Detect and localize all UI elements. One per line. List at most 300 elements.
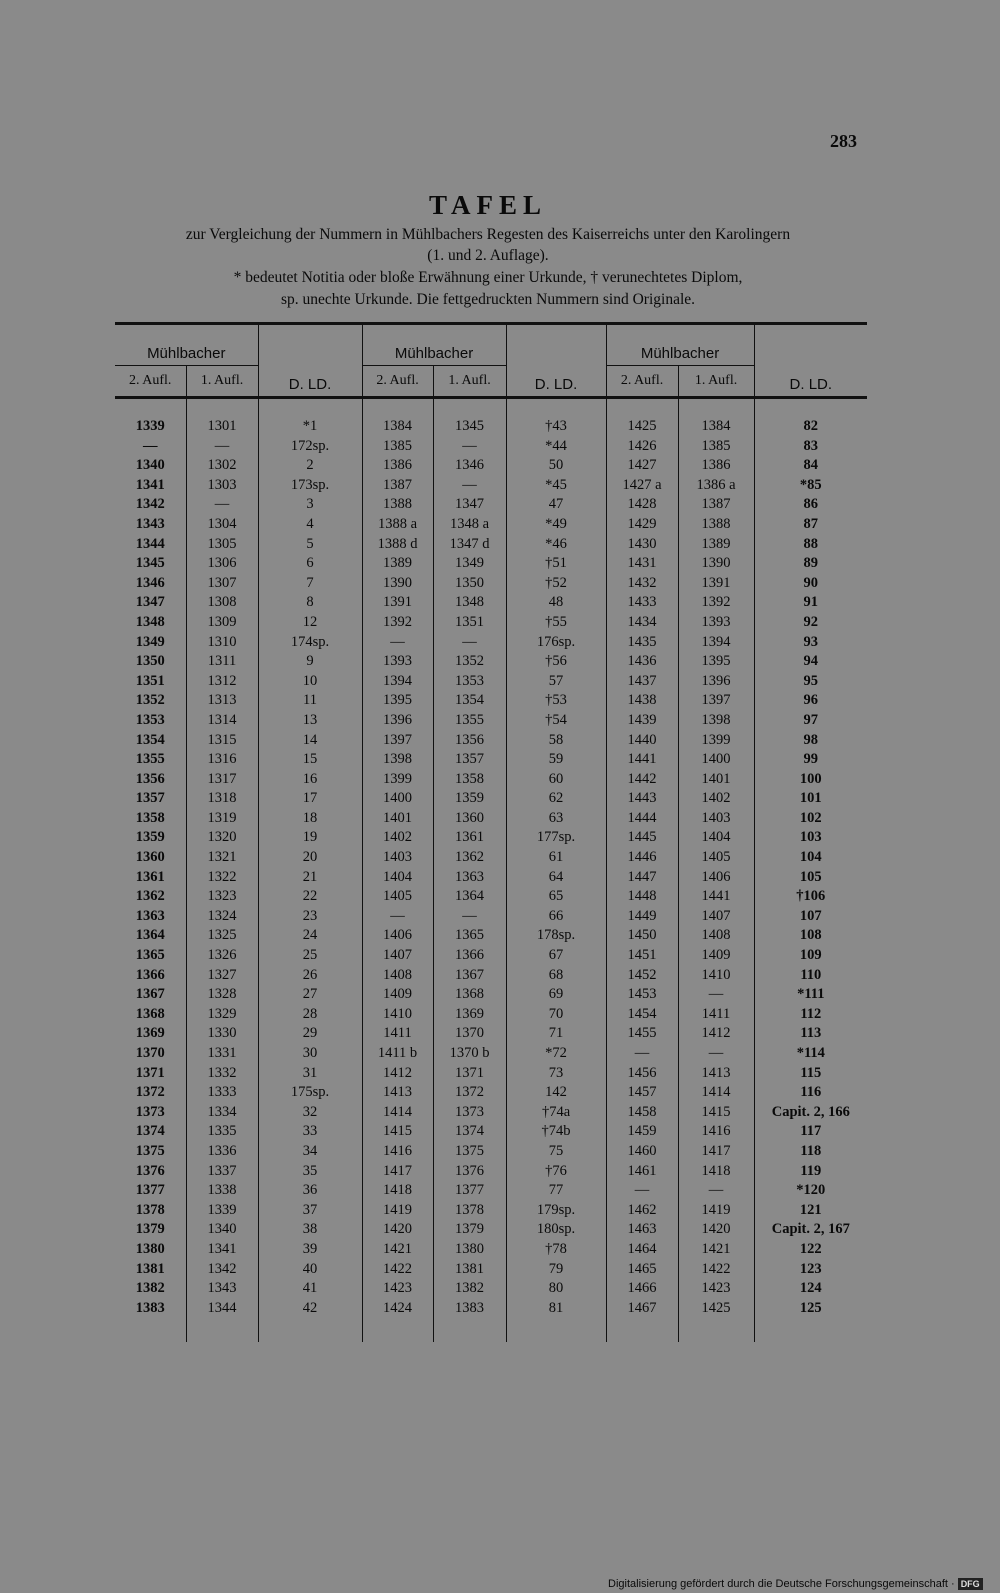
table-cell: 1304 [186,515,258,535]
table-cell: 1350 [433,574,506,594]
table-cell: 1369 [115,1024,186,1044]
table-cell: 1346 [433,456,506,476]
table-cell: 38 [258,1220,362,1240]
table-cell: 1419 [678,1201,754,1221]
table-cell: 63 [506,809,606,829]
table-cell: — [678,1044,754,1064]
table-cell: 1369 [433,1005,506,1025]
table-cell: 1348 a [433,515,506,535]
table-cell: 1308 [186,593,258,613]
table-cell: 1389 [362,554,433,574]
table-cell: 1455 [606,1024,678,1044]
table-cell: 1425 [678,1299,754,1319]
table-cell: 1339 [186,1201,258,1221]
table-row [115,1142,867,1162]
table-cell: 1333 [186,1083,258,1103]
table-cell: 1415 [678,1103,754,1123]
table-cell: 1428 [606,495,678,515]
table-row [115,868,867,888]
table-cell: 1332 [186,1064,258,1084]
table-cell: 1358 [115,809,186,829]
table-cell: 1416 [362,1142,433,1162]
table-cell: Capit. 2, 167 [771,1221,850,1238]
dfg-logo: DFG [958,1578,983,1590]
table-cell: 1306 [186,554,258,574]
table-cell: 1378 [115,1201,186,1221]
table-cell: 47 [506,495,606,515]
table-cell: 118 [800,1142,822,1159]
table-cell: 1351 [115,672,186,692]
table-cell: 23 [258,907,362,927]
table-cell: 71 [506,1024,606,1044]
table-cell: 60 [506,770,606,790]
table-cell: 84 [803,457,819,474]
table-cell: 79 [506,1260,606,1280]
table-cell: 1388 a [362,515,433,535]
legend-line-2: sp. unechte Urkunde. Die fettgedruckten Nummern sind Originale. [280,291,696,308]
table-cell: 1392 [362,613,433,633]
table-cell: †53 [506,691,606,711]
table-cell: 35 [258,1162,362,1182]
table-cell: 1372 [115,1083,186,1103]
table-cell: 1420 [362,1220,433,1240]
table-cell: †51 [506,554,606,574]
concordance-table [115,322,867,1342]
table-cell: 1376 [433,1162,506,1182]
table-cell: 1380 [115,1240,186,1260]
table-cell: 1323 [186,887,258,907]
dld-header-2: D. LD. [506,324,606,398]
table-cell: 1404 [678,828,754,848]
table-cell: *46 [506,535,606,555]
table-cell: 1356 [115,770,186,790]
col-1aufl-1: 1. Aufl. [186,366,258,398]
table-cell: — [678,985,754,1005]
table-row [115,1240,867,1260]
table-cell: 1448 [606,887,678,907]
table-cell: 109 [799,947,822,964]
table-cell: — [186,495,258,515]
table-cell: 1317 [186,770,258,790]
table-row [115,1279,867,1299]
table-row [115,613,867,633]
table-cell: 110 [800,966,822,983]
table-cell: 1309 [186,613,258,633]
table-cell: 21 [258,868,362,888]
table-cell: †78 [506,1240,606,1260]
table-cell: 1441 [678,887,754,907]
table-cell: 1330 [186,1024,258,1044]
table-cell: 1462 [606,1201,678,1221]
table-cell: 1421 [362,1240,433,1260]
table-cell: 1343 [115,515,186,535]
table-cell: 174sp. [258,633,362,653]
table-cell: 173sp. [258,476,362,496]
table-cell: 1405 [362,887,433,907]
table-cell: 1389 [678,535,754,555]
table-row [115,1024,867,1044]
table-row [115,711,867,731]
table-cell: *49 [506,515,606,535]
col-2aufl-2: 2. Aufl. [362,366,433,398]
table-cell: 1427 [606,456,678,476]
table-cell: 1411 [678,1005,754,1025]
col-2aufl-3: 2. Aufl. [606,366,678,398]
table-cell: 175sp. [258,1083,362,1103]
table-cell: 58 [506,731,606,751]
table-cell: †54 [506,711,606,731]
table-cell: 1391 [362,593,433,613]
table-cell: 1381 [433,1260,506,1280]
table-cell: 1381 [115,1260,186,1280]
table-cell: 1353 [433,672,506,692]
table-cell: 1346 [115,574,186,594]
table-cell: 105 [799,868,822,885]
table-cell: 1395 [362,691,433,711]
table-cell: — [115,437,186,457]
table-cell: — [362,633,433,653]
table-cell: 1451 [606,946,678,966]
table-cell: 1320 [186,828,258,848]
table-row [115,731,867,751]
table-cell: 100 [799,770,822,787]
table-cell: 1311 [186,652,258,672]
table-cell: 1396 [362,711,433,731]
table-cell: 10 [258,672,362,692]
table-cell: 98 [803,731,819,748]
table-cell: 1429 [606,515,678,535]
table-cell: 92 [803,613,819,630]
table-cell: 32 [258,1103,362,1123]
table-cell: 1454 [606,1005,678,1025]
table-cell: 1362 [433,848,506,868]
table-cell: 1371 [433,1064,506,1084]
table-cell: 1363 [433,868,506,888]
table-cell: 1422 [362,1260,433,1280]
table-cell: 1406 [362,926,433,946]
table-cell: 1378 [433,1201,506,1221]
table-cell: 1318 [186,789,258,809]
table-cell: 1321 [186,848,258,868]
table-cell: 1406 [678,868,754,888]
table-cell: 37 [258,1201,362,1221]
table-cell: 1416 [678,1122,754,1142]
table-cell: — [433,437,506,457]
table-cell: †52 [506,574,606,594]
table-cell: 81 [506,1299,606,1319]
table-cell: 88 [803,535,819,552]
table-cell: 26 [258,966,362,986]
page-number: 283 [830,131,857,151]
table-row [115,456,867,476]
table-cell: 1329 [186,1005,258,1025]
table-cell: 69 [506,985,606,1005]
table-cell: 67 [506,946,606,966]
table-cell: 1349 [433,554,506,574]
table-cell: 1324 [186,907,258,927]
table-cell: 1379 [433,1220,506,1240]
table-cell: 1326 [186,946,258,966]
table-cell: 1446 [606,848,678,868]
table-cell: 1413 [362,1083,433,1103]
table-cell: 124 [799,1280,822,1297]
table-cell: 73 [506,1064,606,1084]
table-row [115,809,867,829]
table-cell: 1395 [678,652,754,672]
table-cell: 115 [800,1064,822,1081]
table-cell: 1410 [362,1005,433,1025]
group-header-1: Mühlbacher [115,324,258,366]
table-cell: 1365 [433,926,506,946]
table-cell: 101 [799,790,822,807]
table-cell: 1387 [678,495,754,515]
table-cell: 61 [506,848,606,868]
table-cell: 59 [506,750,606,770]
table-cell: 1441 [606,750,678,770]
table-cell: 18 [258,809,362,829]
table-row [115,691,867,711]
table-cell: 102 [799,809,822,826]
table-cell: 95 [803,672,819,689]
table-row [115,535,867,555]
table-cell: 1342 [186,1260,258,1280]
table-cell: 64 [506,868,606,888]
col-2aufl-1: 2. Aufl. [115,366,186,398]
table-cell: 1379 [115,1220,186,1240]
table-cell: 36 [258,1181,362,1201]
table-row [115,750,867,770]
table-cell: 1397 [678,691,754,711]
table-cell: 1463 [606,1220,678,1240]
table-cell: 1370 [433,1024,506,1044]
table-cell: 1382 [433,1279,506,1299]
table-cell: 1460 [606,1142,678,1162]
table-cell: 1384 [678,398,754,437]
table-cell: 1315 [186,731,258,751]
table-cell: 86 [803,496,819,513]
table-cell: 14 [258,731,362,751]
table-cell: 20 [258,848,362,868]
table-cell: †74b [506,1122,606,1142]
table-cell: 1367 [433,966,506,986]
table-cell: 7 [258,574,362,594]
table-cell: 1362 [115,887,186,907]
table-cell: 1383 [115,1299,186,1319]
dld-header-3: D. LD. [789,376,833,393]
table-cell: 1328 [186,985,258,1005]
table-row [115,1181,867,1201]
table-cell: 1348 [115,613,186,633]
table-row [115,574,867,594]
table-cell: 75 [506,1142,606,1162]
table-cell: 112 [800,1005,822,1022]
table-row [115,1201,867,1221]
table-cell: 1352 [433,652,506,672]
table-cell: 1364 [115,926,186,946]
table-cell: 1366 [433,946,506,966]
table-cell: 1385 [362,437,433,457]
table-cell: 42 [258,1299,362,1319]
table-cell: — [362,907,433,927]
table-row [115,770,867,790]
table-cell: 1425 [606,398,678,437]
table-cell: 103 [799,829,822,846]
table-row [115,887,867,907]
table-cell: 1400 [678,750,754,770]
table-cell: 1423 [678,1279,754,1299]
table-cell: 25 [258,946,362,966]
table-cell: 180sp. [506,1220,606,1240]
table-cell: 1417 [362,1162,433,1182]
table-cell: †56 [506,652,606,672]
table-cell: 90 [803,574,819,591]
table-cell: 1360 [433,809,506,829]
table-cell: *111 [797,986,825,1003]
table-cell: 142 [506,1083,606,1103]
table-row [115,1162,867,1182]
table-cell: 1356 [433,731,506,751]
table-cell: 1398 [678,711,754,731]
table-cell: 1453 [606,985,678,1005]
table-cell: — [606,1044,678,1064]
table-cell: 24 [258,926,362,946]
table-cell: 15 [258,750,362,770]
table-cell: 1403 [678,809,754,829]
table-cell: †76 [506,1162,606,1182]
table-cell: 1420 [678,1220,754,1240]
table-cell: †55 [506,613,606,633]
table-cell: 40 [258,1260,362,1280]
table-cell: 1431 [606,554,678,574]
table-cell: 121 [799,1201,822,1218]
table-cell: 99 [803,751,819,768]
table-cell: 1367 [115,985,186,1005]
table-cell: — [433,633,506,653]
table-cell: 1447 [606,868,678,888]
table-cell: 1466 [606,1279,678,1299]
table-cell: 1355 [433,711,506,731]
table-cell: 104 [799,849,822,866]
table-cell: 96 [803,692,819,709]
table-cell: 1342 [115,495,186,515]
table-cell: 113 [800,1025,822,1042]
table-cell: 1412 [678,1024,754,1044]
table-cell: 1414 [678,1083,754,1103]
table-cell: 13 [258,711,362,731]
table-cell: 1305 [186,535,258,555]
table-cell: 1411 [362,1024,433,1044]
table-cell: 1340 [115,456,186,476]
table-cell: 177sp. [506,828,606,848]
table-cell: 1440 [606,731,678,751]
table-cell: 12 [258,613,362,633]
footer-text: Digitalisierung gefördert durch die Deutsche Forschungsgemeinschaft · [608,1578,955,1590]
table-cell: 89 [803,555,819,572]
dld-header-1: D. LD. [258,324,362,398]
table-cell: 1363 [115,907,186,927]
table-cell: †106 [796,888,826,905]
table-cell: 2 [258,456,362,476]
table-cell: 57 [506,672,606,692]
table-row [115,593,867,613]
table-cell: 1334 [186,1103,258,1123]
table-cell: 1368 [115,1005,186,1025]
table-cell: 1322 [186,868,258,888]
table-cell: 83 [803,437,819,454]
table-cell: 1307 [186,574,258,594]
table-cell: 1374 [433,1122,506,1142]
table-cell: 33 [258,1122,362,1142]
table-cell: 1386 a [678,476,754,496]
table-cell: 1347 d [433,535,506,555]
table-cell: 1327 [186,966,258,986]
table-cell: 1391 [678,574,754,594]
table-cell: 1344 [115,535,186,555]
table-cell: 1388 [678,515,754,535]
table-cell: 1456 [606,1064,678,1084]
table-row [115,828,867,848]
table-header [115,324,867,398]
table-cell: 82 [803,418,819,434]
table-cell: 1430 [606,535,678,555]
table-cell: 1386 [678,456,754,476]
table-cell: 108 [799,927,822,944]
table-cell: 1402 [362,828,433,848]
table-cell: 1372 [433,1083,506,1103]
subtitle-line-1: zur Vergleichung der Nummern in Mühlbachers Regesten des Kaiserreichs unter den Karolingern [185,226,791,243]
table-cell: 1373 [115,1103,186,1123]
table-cell: 1393 [678,613,754,633]
table-cell: 1336 [186,1142,258,1162]
table-cell: 1347 [115,593,186,613]
table-cell: 1384 [362,398,433,437]
table-cell: 1415 [362,1122,433,1142]
table-cell: 1404 [362,868,433,888]
table-cell: 1338 [186,1181,258,1201]
table-cell: 1353 [115,711,186,731]
table-cell: 1357 [115,789,186,809]
table-cell: 1397 [362,731,433,751]
table-cell: 1412 [362,1064,433,1084]
table-cell: 62 [506,789,606,809]
table-cell: 1314 [186,711,258,731]
table-cell: 1335 [186,1122,258,1142]
table-cell: 93 [803,633,819,650]
table-cell: 5 [258,535,362,555]
table-cell: 1347 [433,495,506,515]
table-cell: — [678,1181,754,1201]
table-cell: 68 [506,966,606,986]
table-cell: 6 [258,554,362,574]
table-cell: 1352 [115,691,186,711]
table-cell: 1313 [186,691,258,711]
table-cell: 17 [258,789,362,809]
footer [608,1578,983,1590]
table-cell: 1341 [115,476,186,496]
table-cell: 80 [506,1279,606,1299]
table-cell: *85 [799,476,822,493]
table-cell: 178sp. [506,926,606,946]
table-cell: 1345 [115,554,186,574]
table-cell: 1387 [362,476,433,496]
table-cell: 1380 [433,1240,506,1260]
table-cell: 1423 [362,1279,433,1299]
table-cell: 1411 b [362,1044,433,1064]
table-cell: 125 [799,1299,822,1316]
table-cell: 31 [258,1064,362,1084]
table-cell: 1432 [606,574,678,594]
table-cell: †43 [506,398,606,437]
